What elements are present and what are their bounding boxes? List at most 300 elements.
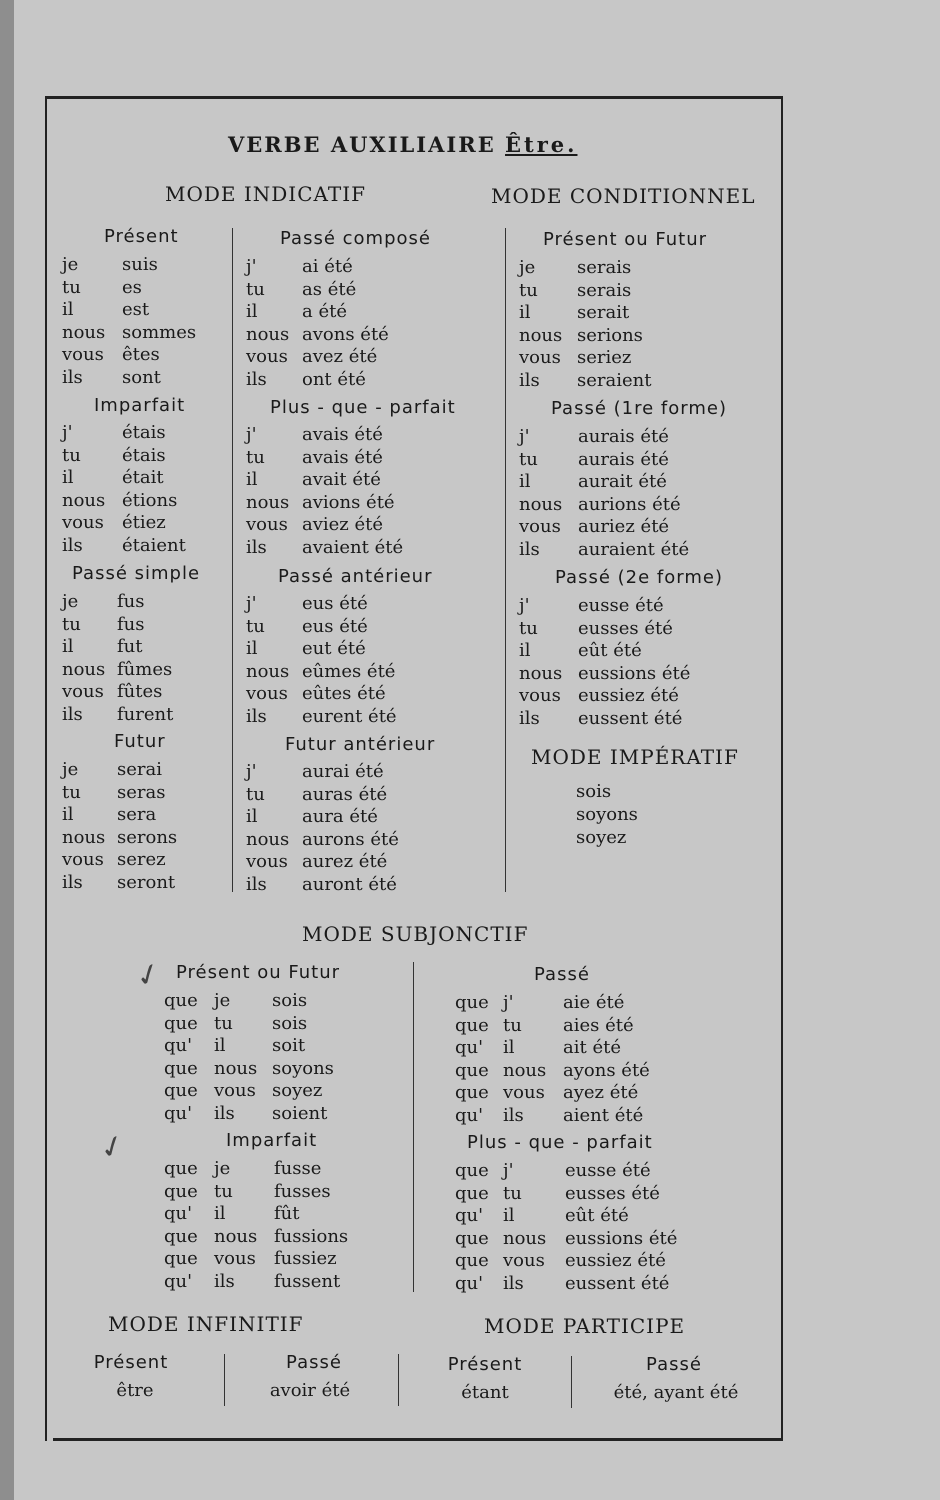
verb-form: étions bbox=[122, 489, 178, 511]
pronoun: vous bbox=[246, 851, 288, 872]
pronoun: j' bbox=[246, 424, 257, 445]
verb-form: aie été bbox=[563, 992, 625, 1013]
conjugation-row bbox=[164, 1248, 404, 1271]
verb-form: aurez été bbox=[302, 851, 388, 872]
verb-form: fût bbox=[274, 1203, 300, 1224]
pronoun: nous bbox=[62, 489, 106, 511]
conjugation-row bbox=[246, 492, 501, 515]
tense-label-futur: Futur bbox=[114, 731, 166, 752]
participe-passe-value: été, ayant été bbox=[613, 1382, 739, 1403]
pronoun: il bbox=[62, 299, 74, 320]
pronoun: je bbox=[62, 254, 79, 275]
verb-form: avez été bbox=[302, 346, 378, 367]
pronoun: vous bbox=[246, 514, 288, 535]
conjugation-row bbox=[246, 279, 501, 302]
pronoun: ils bbox=[503, 1104, 524, 1126]
pronoun: il bbox=[246, 638, 258, 659]
verb-form: eussent été bbox=[578, 707, 683, 729]
pronoun: nous bbox=[246, 323, 290, 345]
pronoun: nous bbox=[214, 1057, 258, 1079]
conjugation-row bbox=[246, 806, 501, 829]
conj-block bbox=[62, 759, 227, 894]
conj-block bbox=[164, 1158, 404, 1293]
conjugation-row bbox=[246, 638, 501, 661]
infinitif-passe-value: avoir été bbox=[269, 1380, 351, 1401]
conjugation-row bbox=[519, 347, 769, 370]
verb-form: aient été bbox=[563, 1104, 644, 1126]
pronoun: ils bbox=[62, 871, 83, 893]
que-word: que bbox=[455, 1059, 489, 1081]
pronoun: vous bbox=[519, 347, 561, 368]
bottom-divider-2 bbox=[398, 1354, 399, 1406]
conjugation-row bbox=[519, 663, 769, 686]
verb-form: aura été bbox=[302, 806, 378, 827]
tense-label-subj-passe: Passé bbox=[534, 964, 590, 985]
pronoun: ils bbox=[246, 536, 267, 558]
conj-block bbox=[519, 257, 769, 392]
verb-form: serait bbox=[577, 302, 630, 323]
verb-form: seront bbox=[117, 871, 176, 893]
pronoun: nous bbox=[519, 662, 563, 684]
pronoun: tu bbox=[62, 613, 81, 635]
participe-present-value: étant bbox=[461, 1382, 509, 1403]
conj-block bbox=[246, 256, 501, 391]
indicatif-heading: MODE INDICATIF bbox=[165, 182, 366, 206]
verb-form: eussions été bbox=[578, 662, 691, 684]
pronoun: ils bbox=[214, 1270, 235, 1292]
title-prefix: VERBE AUXILIAIRE bbox=[228, 132, 496, 157]
pronoun: tu bbox=[503, 1014, 522, 1036]
que-word: qu' bbox=[455, 1104, 484, 1126]
imperatif-form: soyez bbox=[576, 827, 627, 848]
conjugation-row bbox=[519, 685, 769, 708]
conjugation-row bbox=[519, 618, 769, 641]
pronoun: vous bbox=[503, 1082, 545, 1103]
conjugation-row bbox=[519, 449, 769, 472]
bottom-divider-1 bbox=[224, 1354, 225, 1406]
conjugation-row bbox=[246, 301, 501, 324]
verb-form: fut bbox=[117, 636, 143, 657]
verb-form: fussent bbox=[274, 1270, 341, 1292]
pronoun: tu bbox=[62, 781, 81, 803]
que-word: qu' bbox=[455, 1037, 484, 1058]
infinitif-passe-label: Passé bbox=[286, 1352, 342, 1373]
pronoun: tu bbox=[246, 446, 265, 468]
pronoun: ils bbox=[519, 707, 540, 729]
pronoun: tu bbox=[214, 1180, 233, 1202]
pronoun: il bbox=[519, 302, 531, 323]
pronoun: tu bbox=[519, 448, 538, 470]
pronoun: je bbox=[62, 759, 79, 780]
participe-heading: MODE PARTICIPE bbox=[484, 1314, 686, 1338]
verb-form: auront été bbox=[302, 873, 397, 895]
verb-form: ayez été bbox=[563, 1082, 639, 1103]
verb-form: fus bbox=[117, 591, 145, 612]
verb-form: aurai été bbox=[302, 761, 384, 782]
conjugation-row bbox=[62, 535, 227, 558]
bottom-divider-3 bbox=[571, 1356, 572, 1408]
pronoun: il bbox=[503, 1037, 515, 1058]
infinitif-heading: MODE INFINITIF bbox=[108, 1312, 304, 1336]
conjugation-row bbox=[62, 872, 227, 895]
pronoun: ils bbox=[519, 538, 540, 560]
verb-form: était bbox=[122, 467, 164, 488]
conjugation-row bbox=[62, 322, 227, 345]
que-word: qu' bbox=[164, 1035, 193, 1056]
conjugation-row bbox=[246, 369, 501, 392]
conjugation-row bbox=[455, 1228, 755, 1251]
conj-block bbox=[455, 992, 755, 1127]
conjugation-row bbox=[246, 514, 501, 537]
page-title bbox=[228, 132, 577, 157]
participe-passe-label: Passé bbox=[646, 1354, 702, 1375]
conj-block bbox=[62, 422, 227, 557]
conjugation-row bbox=[455, 1082, 755, 1105]
pronoun: j' bbox=[62, 422, 73, 443]
subjonctif-divider bbox=[413, 962, 414, 1292]
tense-label-imparfait: Imparfait bbox=[94, 395, 186, 416]
conjugation-row bbox=[62, 659, 227, 682]
pronoun: tu bbox=[62, 276, 81, 298]
pronoun: tu bbox=[519, 279, 538, 301]
verb-form: eurent été bbox=[302, 705, 397, 727]
verb-form: fus bbox=[117, 613, 145, 635]
verb-form: eusse été bbox=[565, 1160, 651, 1181]
conjugation-row bbox=[164, 1158, 404, 1181]
conjugation-row bbox=[246, 593, 501, 616]
conjugation-row bbox=[519, 280, 769, 303]
conjugation-row bbox=[246, 469, 501, 492]
conjugation-row bbox=[164, 1013, 404, 1036]
tense-label-subj-imparfait: Imparfait bbox=[226, 1130, 318, 1151]
conj-block bbox=[62, 591, 227, 726]
conjugation-row bbox=[246, 447, 501, 470]
pronoun: nous bbox=[62, 826, 106, 848]
conj-block bbox=[455, 1160, 755, 1295]
verb-form: seraient bbox=[577, 369, 652, 391]
verb-form: soyons bbox=[272, 1057, 334, 1079]
que-word: que bbox=[455, 1082, 489, 1103]
pronoun: il bbox=[503, 1205, 515, 1226]
pronoun: ils bbox=[246, 368, 267, 390]
conj-block bbox=[164, 990, 404, 1125]
tense-label-passe-simple: Passé simple bbox=[72, 563, 201, 584]
conditionnel-heading: MODE CONDITIONNEL bbox=[491, 184, 756, 208]
conjugation-row bbox=[62, 445, 227, 468]
verb-form: étaient bbox=[122, 534, 186, 556]
pronoun: ils bbox=[246, 873, 267, 895]
conjugation-row bbox=[519, 539, 769, 562]
verb-form: avions été bbox=[302, 491, 395, 513]
conjugation-row bbox=[246, 851, 501, 874]
verb-form: eûmes été bbox=[302, 660, 396, 682]
verb-form: eut été bbox=[302, 638, 366, 659]
conjugation-row bbox=[455, 1060, 755, 1083]
verb-form: avais été bbox=[302, 424, 383, 445]
column-divider-1 bbox=[232, 228, 233, 892]
conjugation-row bbox=[246, 424, 501, 447]
que-word: qu' bbox=[164, 1102, 193, 1124]
conjugation-row bbox=[455, 1105, 755, 1128]
que-word: qu' bbox=[164, 1203, 193, 1224]
verb-form: étais bbox=[122, 444, 166, 466]
pronoun: tu bbox=[246, 783, 265, 805]
conjugation-row bbox=[519, 595, 769, 618]
conjugation-row bbox=[62, 782, 227, 805]
verb-form: seriez bbox=[577, 347, 632, 368]
conjugation-row bbox=[455, 1205, 755, 1228]
pronoun: vous bbox=[214, 1080, 256, 1101]
que-word: que bbox=[455, 1160, 489, 1181]
pronoun: tu bbox=[503, 1182, 522, 1204]
conjugation-row bbox=[164, 990, 404, 1013]
conjugation-row bbox=[62, 827, 227, 850]
pronoun: je bbox=[519, 257, 536, 278]
verb-form: fûmes bbox=[117, 658, 173, 680]
tense-label-cond-passe1: Passé (1re forme) bbox=[551, 398, 727, 419]
pronoun: j' bbox=[246, 593, 257, 614]
pronoun: j' bbox=[519, 595, 530, 616]
verb-form: eût été bbox=[565, 1205, 629, 1226]
verb-form: ayons été bbox=[563, 1059, 650, 1081]
conjugation-row bbox=[164, 1226, 404, 1249]
que-word: que bbox=[164, 1248, 198, 1269]
verb-form: seras bbox=[117, 781, 166, 803]
imperatif-form: sois bbox=[576, 781, 612, 802]
conjugation-row bbox=[246, 829, 501, 852]
conjugation-row bbox=[62, 704, 227, 727]
pronoun: je bbox=[62, 591, 79, 612]
pronoun: vous bbox=[519, 516, 561, 537]
pronoun: nous bbox=[246, 828, 290, 850]
tense-label-plus-que-parfait: Plus - que - parfait bbox=[270, 397, 456, 418]
pronoun: je bbox=[214, 990, 231, 1011]
pronoun: nous bbox=[519, 493, 563, 515]
verb-form: soit bbox=[272, 1035, 306, 1056]
pronoun: il bbox=[519, 640, 531, 661]
que-word: que bbox=[164, 1012, 198, 1034]
conjugation-row bbox=[519, 426, 769, 449]
verb-form: fussiez bbox=[274, 1248, 337, 1269]
pronoun: nous bbox=[519, 324, 563, 346]
pronoun: il bbox=[246, 806, 258, 827]
conjugation-row bbox=[62, 490, 227, 513]
conjugation-row bbox=[62, 367, 227, 390]
conjugation-row bbox=[519, 325, 769, 348]
conjugation-row bbox=[62, 299, 227, 322]
verb-form: fûtes bbox=[117, 681, 163, 702]
frame-bottom-rule bbox=[53, 1438, 781, 1441]
pronoun: vous bbox=[246, 683, 288, 704]
verb-form: eût été bbox=[578, 640, 642, 661]
conjugation-row bbox=[62, 344, 227, 367]
verb-form: avons été bbox=[302, 323, 389, 345]
verb-form: sera bbox=[117, 804, 157, 825]
conjugation-row bbox=[62, 681, 227, 704]
pronoun: j' bbox=[246, 761, 257, 782]
verb-form: sois bbox=[272, 1012, 308, 1034]
pronoun: vous bbox=[62, 512, 104, 533]
conjugation-row bbox=[455, 992, 755, 1015]
tense-label-subj-present: Présent ou Futur bbox=[176, 962, 341, 983]
tense-label-passe-compose: Passé composé bbox=[280, 228, 431, 249]
que-word: que bbox=[455, 1182, 489, 1204]
que-word: que bbox=[164, 1225, 198, 1247]
conjugation-row bbox=[62, 467, 227, 490]
verb-form: sommes bbox=[122, 321, 197, 343]
pronoun: je bbox=[214, 1158, 231, 1179]
verb-form: ont été bbox=[302, 368, 366, 390]
tense-label-subj-plus-que-parfait: Plus - que - parfait bbox=[467, 1132, 653, 1153]
que-word: que bbox=[164, 990, 198, 1011]
conjugation-row bbox=[164, 1080, 404, 1103]
conjugation-row bbox=[246, 706, 501, 729]
pronoun: nous bbox=[503, 1059, 547, 1081]
verb-form: as été bbox=[302, 278, 357, 300]
verb-form: eussions été bbox=[565, 1227, 678, 1249]
que-word: que bbox=[164, 1057, 198, 1079]
pronoun: nous bbox=[62, 658, 106, 680]
verb-form: aurais été bbox=[578, 426, 669, 447]
verb-form: eus été bbox=[302, 593, 368, 614]
pronoun: vous bbox=[62, 344, 104, 365]
pronoun: j' bbox=[503, 1160, 514, 1181]
conjugation-row bbox=[164, 1203, 404, 1226]
conjugation-row bbox=[164, 1058, 404, 1081]
que-word: que bbox=[455, 1227, 489, 1249]
conjugation-row bbox=[455, 1273, 755, 1296]
pronoun: ils bbox=[62, 534, 83, 556]
que-word: que bbox=[455, 992, 489, 1013]
pronoun: nous bbox=[246, 491, 290, 513]
pronoun: j' bbox=[519, 426, 530, 447]
conjugation-row bbox=[519, 257, 769, 280]
pronoun: ils bbox=[214, 1102, 235, 1124]
pronoun: il bbox=[214, 1035, 226, 1056]
conjugation-row bbox=[62, 614, 227, 637]
verb-form: fusse bbox=[274, 1158, 322, 1179]
verb-form: suis bbox=[122, 254, 158, 275]
verb-form: a été bbox=[302, 301, 347, 322]
conjugation-row bbox=[62, 849, 227, 872]
conjugation-row bbox=[455, 1250, 755, 1273]
pronoun: tu bbox=[246, 615, 265, 637]
conjugation-row bbox=[164, 1181, 404, 1204]
verb-form: eussent été bbox=[565, 1272, 670, 1294]
pronoun: nous bbox=[62, 321, 106, 343]
verb-form: avait été bbox=[302, 469, 381, 490]
verb-form: serions bbox=[577, 324, 643, 346]
verb-form: eusses été bbox=[565, 1182, 660, 1204]
conjugation-row bbox=[519, 516, 769, 539]
pronoun: vous bbox=[503, 1250, 545, 1271]
verb-form: soient bbox=[272, 1102, 328, 1124]
verb-form: serais bbox=[577, 279, 632, 301]
verb-form: est bbox=[122, 299, 150, 320]
conjugation-row bbox=[62, 277, 227, 300]
tense-label-cond-passe2: Passé (2e forme) bbox=[555, 567, 723, 588]
conjugation-row bbox=[62, 636, 227, 659]
participe-present-label: Présent bbox=[447, 1354, 523, 1375]
column-divider-2 bbox=[505, 228, 506, 892]
pencil-check-mark: ✓ bbox=[130, 954, 167, 997]
verb-form: auraient été bbox=[578, 538, 690, 560]
conjugation-row bbox=[62, 804, 227, 827]
pronoun: ils bbox=[246, 705, 267, 727]
pronoun: ils bbox=[519, 369, 540, 391]
verb-form: es bbox=[122, 276, 142, 298]
verb-form: auriez été bbox=[578, 516, 670, 537]
pronoun: il bbox=[62, 636, 74, 657]
que-word: que bbox=[455, 1014, 489, 1036]
pronoun: vous bbox=[62, 849, 104, 870]
pronoun: nous bbox=[246, 660, 290, 682]
pronoun: il bbox=[62, 467, 74, 488]
verb-form: étais bbox=[122, 422, 166, 443]
imperatif-form: soyons bbox=[576, 804, 638, 825]
verb-form: serons bbox=[117, 826, 178, 848]
verb-form: aies été bbox=[563, 1014, 634, 1036]
conjugation-row bbox=[246, 256, 501, 279]
conjugation-row bbox=[519, 370, 769, 393]
verb-form: eûtes été bbox=[302, 683, 386, 704]
conjugation-row bbox=[455, 1037, 755, 1060]
pencil-check-mark: ✓ bbox=[94, 1126, 131, 1169]
verb-form: aurions été bbox=[578, 493, 681, 515]
que-word: que bbox=[164, 1080, 198, 1101]
verb-form: êtes bbox=[122, 344, 160, 365]
pronoun: il bbox=[519, 471, 531, 492]
conjugation-row bbox=[519, 640, 769, 663]
conjugation-row bbox=[164, 1103, 404, 1126]
verb-form: aurons été bbox=[302, 828, 399, 850]
imperatif-heading: MODE IMPÉRATIF bbox=[531, 745, 739, 769]
page-edge-shadow bbox=[0, 0, 14, 1500]
verb-form: fussions bbox=[274, 1225, 349, 1247]
verb-form: furent bbox=[117, 703, 174, 725]
verb-form: ait été bbox=[563, 1037, 621, 1058]
conjugation-row bbox=[62, 512, 227, 535]
verb-form: serais bbox=[577, 257, 632, 278]
que-word: que bbox=[455, 1250, 489, 1271]
pronoun: il bbox=[246, 469, 258, 490]
conjugation-row bbox=[246, 784, 501, 807]
conj-block bbox=[519, 595, 769, 730]
que-word: que bbox=[164, 1180, 198, 1202]
conj-block bbox=[246, 593, 501, 728]
verb-form: avais été bbox=[302, 446, 383, 468]
conjugation-row bbox=[246, 761, 501, 784]
conj-block bbox=[62, 254, 227, 389]
conjugation-row bbox=[455, 1160, 755, 1183]
conjugation-row bbox=[62, 759, 227, 782]
conjugation-row bbox=[246, 537, 501, 560]
conj-block bbox=[519, 426, 769, 561]
que-word: qu' bbox=[455, 1205, 484, 1226]
pronoun: il bbox=[246, 301, 258, 322]
conjugation-row bbox=[246, 683, 501, 706]
conjugation-row bbox=[519, 708, 769, 731]
verb-form: eussiez été bbox=[578, 685, 679, 706]
verb-form: sont bbox=[122, 366, 161, 388]
que-word: que bbox=[164, 1158, 198, 1179]
conjugation-row bbox=[519, 471, 769, 494]
pronoun: tu bbox=[246, 278, 265, 300]
verb-form: soyez bbox=[272, 1080, 323, 1101]
verb-form: auras été bbox=[302, 783, 388, 805]
conjugation-row bbox=[246, 346, 501, 369]
pronoun: vous bbox=[62, 681, 104, 702]
